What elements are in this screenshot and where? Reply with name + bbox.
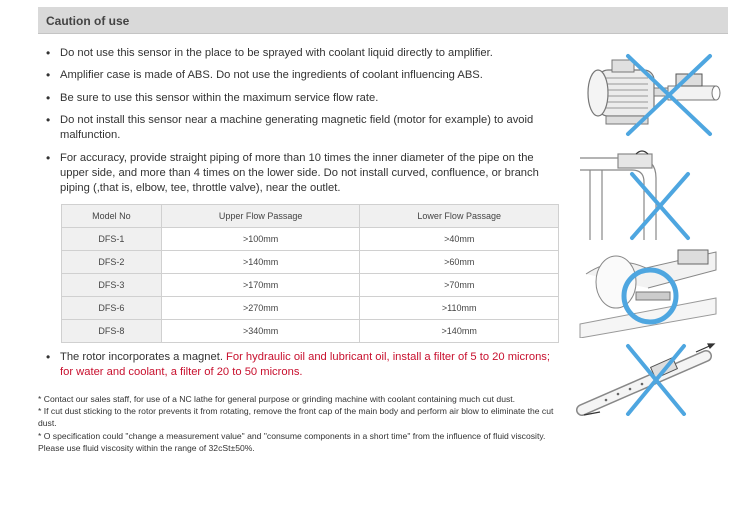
cell-upper-flow: >100mm	[161, 228, 360, 251]
prohibited-cross-icon	[632, 174, 688, 238]
caution-item-magnetic-field: • Do not install this sensor near a machine generating magnetic field (motor for example) to avoid malfunction.	[44, 113, 560, 143]
flow-passage-table	[61, 204, 559, 343]
motor-prohibited-illustration	[576, 44, 728, 140]
caution-item-rotor-magnet	[44, 350, 560, 380]
footnote-nc-lathe: * Contact our sales staff, for use of a NC lathe for general purpose or grinding machine with coolant containing much cut dust.	[38, 394, 516, 404]
column-header-model: Model No	[62, 205, 162, 228]
cell-model: DFS-2	[62, 251, 162, 274]
cell-model: DFS-6	[62, 297, 162, 320]
cell-model: DFS-3	[62, 274, 162, 297]
cell-lower-flow: >110mm	[360, 297, 559, 320]
footnote-viscosity-range: Please use fluid viscosity within the range of 32cSt±50%.	[38, 442, 255, 453]
section-header	[38, 7, 728, 34]
table-row	[62, 274, 559, 297]
table-row	[62, 297, 559, 320]
table-row	[62, 320, 559, 343]
cell-lower-flow: >40mm	[360, 228, 559, 251]
footnote-cut-dust: * If cut dust sticking to the rotor prevents it from rotating, remove the front cap of the main body and perform air blow to eliminate the cut dust.	[38, 406, 554, 429]
footnote-viscosity-effect: * O specification could "change a measurement value" and "consume components in a short time" from the influence of fluid viscosity.	[38, 430, 546, 441]
table-row	[62, 251, 559, 274]
caution-item-straight-piping: • For accuracy, provide straight piping of more than 10 times the inner diameter of the pipe on the upper side, and more than 4 times on the lower side. Do not install curved, confluence, or branch piping (,that is, elbow, tee, throttle valve), near the outlet.	[44, 151, 560, 196]
rotor-note-filter-highlight: For hydraulic oil and lubricant oil, install a filter of 5 to 20 microns; for water and coolant, a filter of 20 to 50 microns.	[60, 351, 551, 378]
pipe-body-icon	[580, 250, 716, 338]
column-header-upper-flow: Upper Flow Passage	[161, 205, 360, 228]
section-title: Caution of use	[46, 14, 130, 28]
cell-lower-flow: >60mm	[360, 251, 559, 274]
caution-item-coolant-spray: • Do not use this sensor in the place to be sprayed with coolant liquid directly to amplifier.	[44, 46, 493, 61]
cell-upper-flow: >170mm	[161, 274, 360, 297]
rotor-magnet-illustration	[576, 244, 728, 338]
rotor-note-text: The rotor incorporates a magnet.	[60, 351, 223, 363]
motor-icon	[588, 60, 668, 124]
footnotes	[38, 393, 554, 454]
cell-lower-flow: >70mm	[360, 274, 559, 297]
cell-lower-flow: >140mm	[360, 320, 559, 343]
cell-model: DFS-1	[62, 228, 162, 251]
caution-item-flow-rate: • Be sure to use this sensor within the maximum service flow rate.	[44, 91, 378, 106]
curved-pipe-icon	[580, 151, 656, 240]
cell-upper-flow: >340mm	[161, 320, 360, 343]
column-header-lower-flow: Lower Flow Passage	[360, 205, 559, 228]
table-row	[62, 228, 559, 251]
angled-pipe-prohibited-illustration	[576, 342, 728, 416]
curved-piping-prohibited-illustration	[576, 148, 728, 242]
cell-model: DFS-8	[62, 320, 162, 343]
table-header-row	[62, 205, 559, 228]
caution-item-abs-case: • Amplifier case is made of ABS. Do not use the ingredients of coolant influencing ABS.	[44, 68, 483, 83]
cell-upper-flow: >140mm	[161, 251, 360, 274]
cell-upper-flow: >270mm	[161, 297, 360, 320]
